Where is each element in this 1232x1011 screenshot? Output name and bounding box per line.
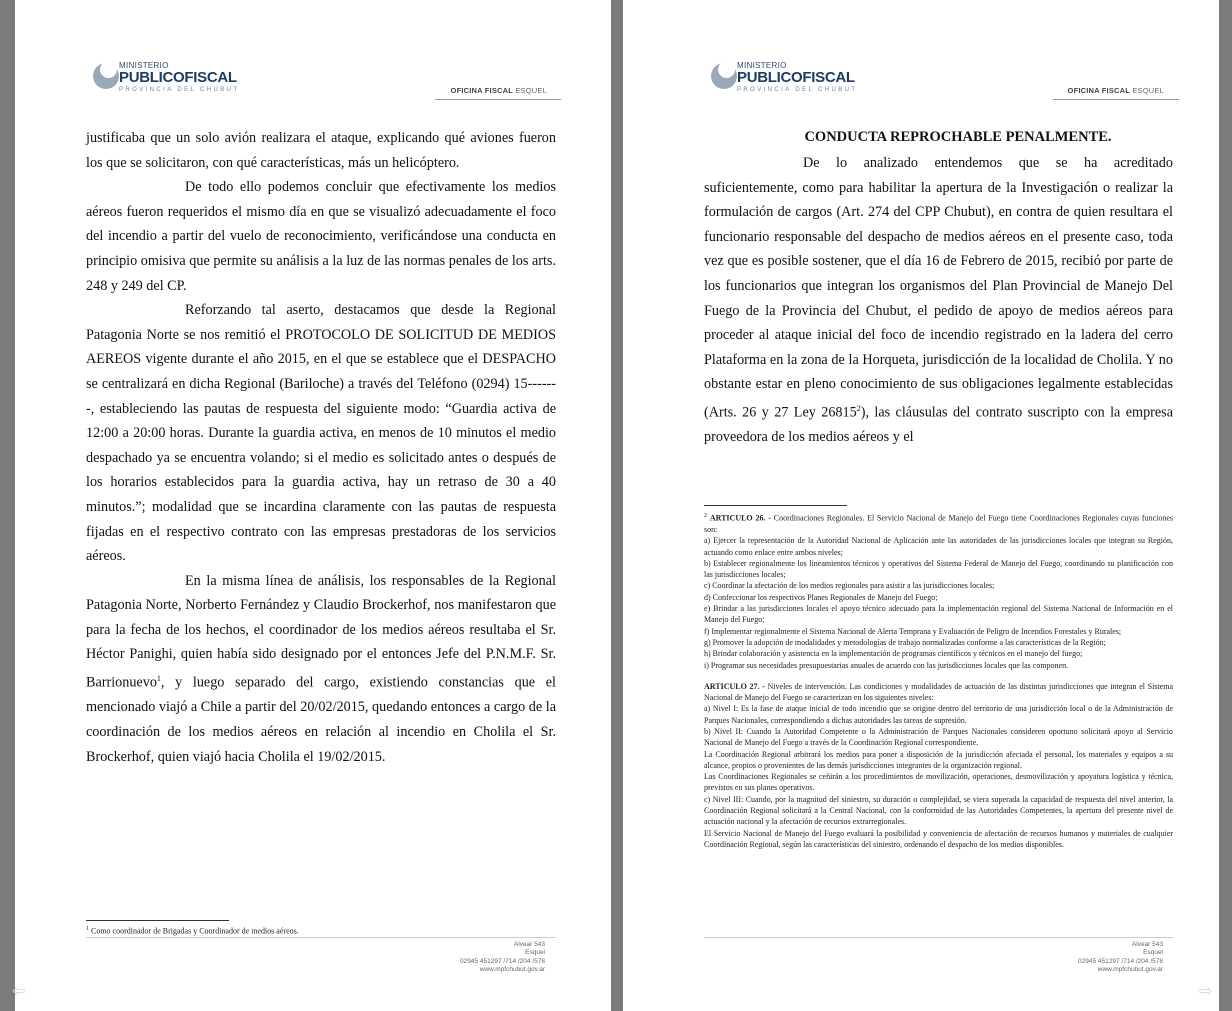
arrow-right-icon[interactable]: ⇨ xyxy=(1199,981,1213,1000)
office-label-city: ESQUEL xyxy=(1132,86,1164,95)
address-city: Esquel xyxy=(1143,949,1163,957)
logo-text-top: MINISTERIO xyxy=(737,61,787,70)
office-label-city: ESQUEL xyxy=(515,86,547,95)
address-city: Esquel xyxy=(525,949,545,957)
ministerio-logo xyxy=(93,60,253,102)
address-web[interactable]: www.mpfchubut.gov.ar xyxy=(479,966,545,974)
footnote-art27-intro xyxy=(704,681,1173,704)
address-street: Alvear 543 xyxy=(1131,941,1163,948)
footnote-line: c) Nivel III: Cuando, por la magnitud del siniestro, su duración o complejidad, se viera superada la capacidad de respuesta del nivel anterior, la Coordinación Regional solicitará a la Central Nacional, con la conformidad de las Autoridades Competentes, la apertura del presente nivel de actuación nacional y la afectación de recursos extrarregionales. xyxy=(704,794,1173,827)
article-26-title: ARTICULO 26. - xyxy=(709,513,771,523)
footnote-line: d) Confeccionar los respectivos Planes Regionales de Manejo del Fuego; xyxy=(704,592,938,602)
paragraph-text: De lo analizado entendemos que se ha acreditado suficientemente, como para habilitar la apertura de la Investigación o realizar la formulación de cargos (Art. 274 del CPP Chubut), en contra de quien resultara el funcionario responsable del despacho de medios aéreos en el presente caso, toda vez que es posible sostener, que el día 16 de Febrero de 2015, recibió por parte de los funcionarios que integran los organismos del Plan Provincial de Manejo Del Fuego de la Provincia del Chubut, el pedido de apoyo de medios aéreos para proceder al ataque inicial del foco de incendio registrado en la ladera del cerro Plataforma en la zona de la Horqueta, jurisdicción de la localidad de Cholila. Y no obstante estar en pleno conocimiento de sus obligaciones legalmente establecidas (Arts. 26 y 27 Ley 26815 xyxy=(704,155,1173,421)
footnote-line: Las Coordinaciones Regionales se ceñirán a los procedimientos de movilización, operaciones, desmovilización y apoyatura logística y técnica, previstos en sus planes operativos. xyxy=(704,772,1173,793)
address-phone: 02945 451297 /714 /204 /578 xyxy=(460,957,545,965)
footnote-2 xyxy=(704,511,1173,850)
address-web[interactable]: www.mpfchubut.gov.ar xyxy=(1097,966,1163,974)
document-page-left xyxy=(15,0,611,1011)
footnote-line: a) Nivel I: Es la fase de ataque inicial de todo incendio que se origine dentro del territorio de una jurisdicción local o de la Administración de Parques Nacionales, correspondiendo a dichas autoridades las tareas de supresión. xyxy=(704,704,1173,725)
footnote-line: Coordinaciones Regionales. El Servicio Nacional de Manejo del Fuego tiene Coordinaciones Regionales cuyas funciones son: xyxy=(704,513,1174,534)
footnote-rule xyxy=(704,505,847,506)
footnote-text: Como coordinador de Brigadas y Coordinador de medios aéreos. xyxy=(91,926,299,936)
office-label-bold: OFICINA FISCAL xyxy=(450,86,514,95)
logo-mark-icon xyxy=(711,63,737,89)
article-27-title: ARTICULO 27. - xyxy=(704,681,765,691)
section-title: CONDUCTA REPROCHABLE PENALMENTE. xyxy=(804,129,1112,145)
paragraph-text: , y luego separado del cargo, existiendo constancias que el mencionado viajó a Chile a partir del 20/02/2015, quedando entonces a cargo de la coordinación de los medios aéreos en relación al incendio en Cholila el Sr. Brockerhof, quien viajó hacia Cholila el 19/02/2015. xyxy=(86,674,556,765)
paragraph xyxy=(704,151,1173,450)
footnote-line: e) Brindar a las jurisdicciones locales el apoyo técnico adecuado para la implementación regional del Sistema Nacional de Información en el Manejo del Fuego; xyxy=(704,604,1173,625)
paragraph-text: ), las cláusulas del contrato suscripto con la empresa proveedora de los medios aéreos y el xyxy=(704,404,1174,446)
logo-text-top: MINISTERIO xyxy=(119,61,169,70)
footnote-ref[interactable]: 1 xyxy=(156,674,161,684)
footnote-art26-intro xyxy=(704,511,1173,535)
logo-text-main xyxy=(737,69,855,86)
logo-main-a: PUBLICO xyxy=(119,69,185,86)
footnote-line: i) Programar sus necesidades presupuestarias anuales de acuerdo con las jurisdicciones locales que las componen. xyxy=(704,660,1069,670)
footnote-line: b) Nivel II: Cuando la Autoridad Competente o la Administración de Parques Nacionales consideren oportuno solicitará apoyo al Servicio Nacional de Manejo del Fuego a través de la Coordinación Regional correspondiente. xyxy=(704,727,1173,748)
logo-mark-icon xyxy=(93,63,119,89)
footnote-line: c) Coordinar la afectación de los medios regionales para asistir a las jurisdicciones locales; xyxy=(704,581,995,591)
footnote-1 xyxy=(86,924,556,937)
paragraph: Reforzando tal aserto, destacamos que desde la Regional Patagonia Norte se nos remitió el PROTOCOLO DE SOLICITUD DE MEDIOS AEREOS vigente durante el año 2015, en el que se establece que el DESPACHO se centralizará en dicha Regional (Bariloche) a través del Teléfono (0294) 15-------, estableciendo las pautas de respuesta del siguiente modo: “Guardia activa de 12:00 a 20:00 horas. Durante la guardia activa, en menos de 10 minutos el medio despachado ya se encuentra volando; si el medio es solicitado antes o después de los horarios establecidos para la guardia activa, hay un retraso de 30 a 40 minutos.”; modalidad que se incardina claramente con las pautas de respuesta fijadas en el respectivo contrato con las empresas prestadoras de los servicios aéreos. xyxy=(86,302,556,565)
paragraph-text: En la misma línea de análisis, los responsables de la Regional Patagonia Norte, Norberto Fernández y Claudio Brockerhof, nos manifestaron que para la fecha de los hechos, el coordinador de los medios aéreos resultaba el Sr. Héctor Panighi, quien había sido designado por el entonces Jefe del P.N.M.F. Sr. Barrionuevo xyxy=(86,572,556,691)
body-text-right xyxy=(704,151,1173,450)
office-label xyxy=(1068,86,1164,95)
logo-main-b: FISCAL xyxy=(184,69,237,86)
footnote-line: f) Implementar regionalmente el Sistema Nacional de Alerta Temprana y Evaluación de Peligro de Incendios Forestales y Rurales; xyxy=(704,626,1122,636)
footnote-line: La Coordinación Regional arbitrará los medios para poner a disposición de la jurisdicción afectada el personal, los materiales y equipos a su alcance, propios o provenientes de las demás jurisdicciones integrantes de la organización regional. xyxy=(704,749,1173,770)
office-label xyxy=(451,86,547,95)
logo-text-sub: PROVINCIA DEL CHUBUT xyxy=(119,87,240,93)
address-street: Alvear 543 xyxy=(513,941,545,948)
address-phone: 02945 451297 /714 /204 /578 xyxy=(1078,957,1163,965)
footnote-line: b) Establecer regionalmente los lineamientos técnicos y operativos del Sistema Federal de Manejo del Fuego, coordinando su planificación con las jurisdicciones locales; xyxy=(704,558,1173,580)
footnote-rule xyxy=(86,920,229,921)
arrow-left-icon[interactable]: ⇦ xyxy=(12,981,26,1000)
footer-address xyxy=(1078,941,1163,975)
ministerio-logo xyxy=(711,60,871,102)
footnote-line: a) Ejercer la representación de la Autoridad Nacional de Aplicación ante las autoridades de las jurisdicciones locales que integran su Región, actuando como enlace entre ambos niveles; xyxy=(704,536,1173,557)
logo-main-a: PUBLICO xyxy=(737,69,803,86)
logo-text-sub: PROVINCIA DEL CHUBUT xyxy=(737,87,858,93)
footer-rule xyxy=(86,937,556,938)
logo-text-main xyxy=(119,69,237,86)
header-rule xyxy=(435,99,561,100)
header-rule xyxy=(1053,99,1179,100)
footnote-ref[interactable]: 2 xyxy=(856,403,861,413)
footnote-line: g) Promover la adopción de modalidades y metodologías de trabajo normalizadas conforme a las características de la Región; xyxy=(704,637,1106,647)
paragraph xyxy=(86,569,556,769)
office-label-bold: OFICINA FISCAL xyxy=(1067,86,1131,95)
footer-rule xyxy=(704,937,1173,938)
paragraph: justificaba que un solo avión realizara el ataque, explicando qué aviones fueron los que se solicitaron, con qué características, más un helicóptero. xyxy=(86,130,556,171)
paragraph: De todo ello podemos concluir que efectivamente los medios aéreos fueron requeridos el mismo día en que se visualizó adecuadamente el foco del incendio a partir del vuelo de reconocimiento, verificándose una conducta en principio omisiva que permite su análisis a la luz de las normas penales de los arts. 248 y 249 del CP. xyxy=(86,179,556,294)
footer-address xyxy=(460,941,545,975)
footnote-line: h) Brindar colaboración y asistencia en la implementación de programas científicos y técnicos en el manejo del fuego; xyxy=(704,649,1083,659)
document-page-right xyxy=(623,0,1219,1011)
footnote-line: El Servicio Nacional de Manejo del Fuego evaluará la posibilidad y conveniencia de afectación de recursos humanos y materiales de cualquier Coordinación Regional, según las características del siniestro, ordenando el despacho de los medios disponibles. xyxy=(704,828,1173,849)
footnote-number: 1 xyxy=(86,926,89,932)
footnote-number: 2 xyxy=(704,513,707,519)
logo-main-b: FISCAL xyxy=(802,69,855,86)
footnote-line: Niveles de intervención. Las condiciones y modalidades de actuación de las distintas jurisdicciones que integran el Sistema Nacional de Manejo del Fuego se caracterizan en los siguientes niveles: xyxy=(704,681,1173,703)
body-text-left xyxy=(86,126,556,769)
